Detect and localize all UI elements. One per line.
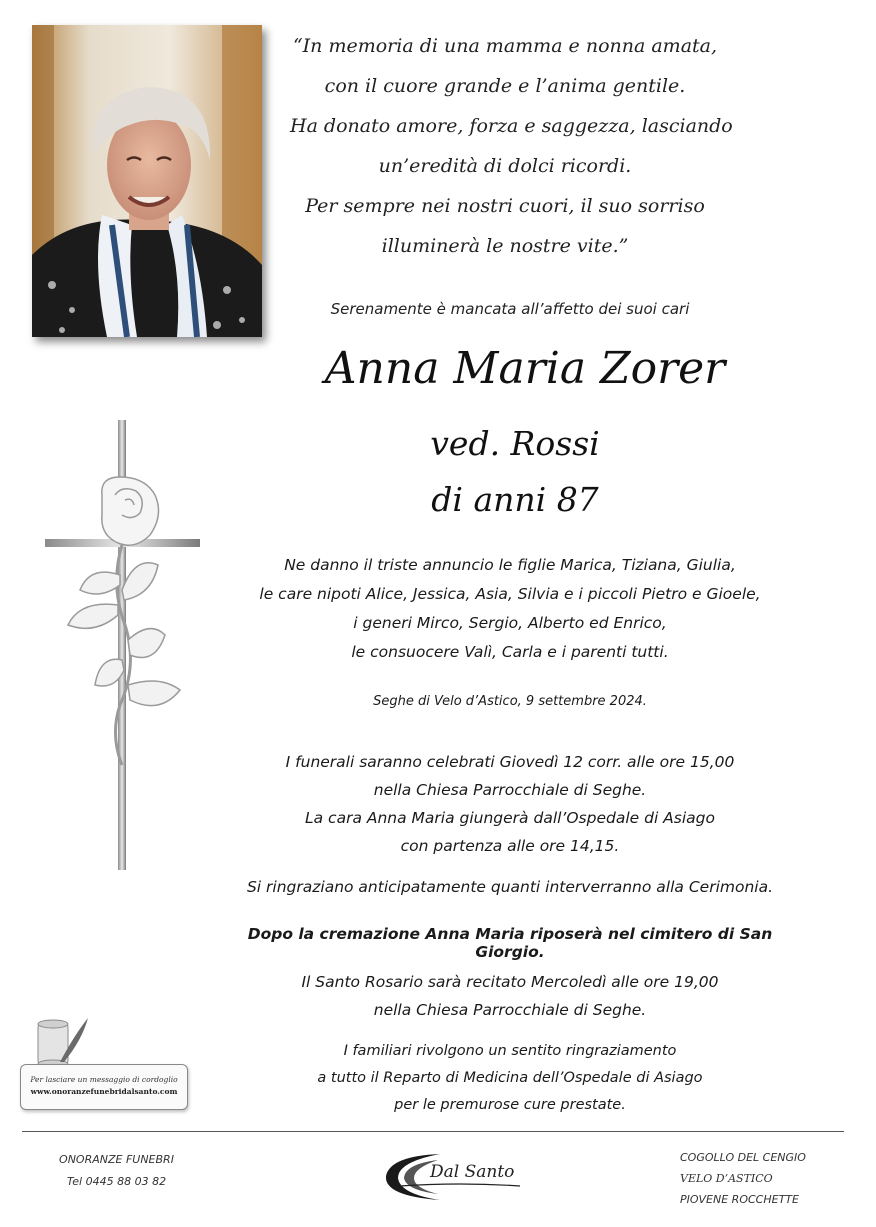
funeral-home-phone: Tel 0445 88 03 82 bbox=[66, 1175, 167, 1188]
cross-rose-icon bbox=[40, 415, 205, 875]
family-line: Ne danno il triste annuncio le figlie Marica, Tiziana, Giulia, bbox=[284, 556, 736, 574]
location-item: PIOVENE ROCCHETTE bbox=[680, 1193, 799, 1206]
memorial-poem bbox=[290, 26, 733, 266]
location-item: VELO D’ASTICO bbox=[680, 1172, 773, 1185]
family-line: i generi Mirco, Sergio, Alberto ed Enrico, bbox=[353, 614, 667, 632]
rosary-line: nella Chiesa Parrocchiale di Seghe. bbox=[373, 1001, 647, 1019]
poem-line: un’eredità di dolci ricordi. bbox=[378, 155, 632, 177]
funeral-line: La cara Anna Maria giungerà dall’Ospedale di Asiago bbox=[304, 809, 715, 827]
deceased-age: di anni 87 bbox=[431, 480, 599, 519]
poem-line: con il cuore grande e l’anima gentile. bbox=[324, 75, 686, 97]
portrait-image bbox=[32, 25, 262, 337]
dal-santo-logo bbox=[380, 1146, 530, 1206]
thanks-text: Si ringraziano anticipatamente quanti interverranno alla Cerimonia. bbox=[246, 878, 774, 896]
intro-text: Serenamente è mancata all’affetto dei suoi cari bbox=[330, 300, 690, 318]
poem-line: “In memoria di una mamma e nonna amata, bbox=[292, 35, 718, 57]
condolence-text: Per lasciare un messaggio di cordoglio bbox=[30, 1075, 178, 1084]
poem-line: Ha donato amore, forza e saggezza, lasciando bbox=[290, 115, 733, 137]
location-item: COGOLLO DEL CENGIO bbox=[680, 1151, 806, 1164]
rosary-line: Il Santo Rosario sarà recitato Mercoledì alle ore 19,00 bbox=[301, 973, 719, 991]
funeral-home-title: ONORANZE FUNEBRI bbox=[59, 1153, 174, 1166]
funeral-details bbox=[235, 748, 785, 860]
condolence-url[interactable]: www.onoranzefunebridalsanto.com bbox=[30, 1087, 178, 1096]
gratitude-line: a tutto il Reparto di Medicina dell’Ospedale di Asiago bbox=[317, 1070, 703, 1086]
portrait-photo bbox=[32, 25, 262, 337]
place-date: Seghe di Velo d’Astico, 9 settembre 2024. bbox=[373, 694, 647, 709]
gratitude-line: I familiari rivolgono un sentito ringraziamento bbox=[343, 1043, 677, 1059]
funeral-line: nella Chiesa Parrocchiale di Seghe. bbox=[373, 781, 647, 799]
widow-of: ved. Rossi bbox=[430, 424, 600, 463]
gratitude-line: per le premurose cure prestate. bbox=[394, 1097, 626, 1113]
funeral-home-info bbox=[44, 1149, 189, 1193]
footer-divider bbox=[22, 1131, 844, 1132]
rosary-details bbox=[235, 968, 785, 1024]
condolence-link[interactable] bbox=[20, 1014, 190, 1110]
gratitude-text bbox=[235, 1038, 785, 1119]
poem-line: illuminerà le nostre vite.” bbox=[381, 235, 629, 257]
poem-line: Per sempre nei nostri cuori, il suo sorriso bbox=[305, 195, 705, 217]
condolence-box[interactable] bbox=[20, 1064, 188, 1110]
funeral-line: con partenza alle ore 14,15. bbox=[400, 837, 620, 855]
logo-text: Dal Santo bbox=[430, 1162, 515, 1182]
cremation-text: Dopo la cremazione Anna Maria riposerà nel cimitero di San Giorgio. bbox=[247, 925, 773, 961]
locations bbox=[680, 1147, 840, 1210]
family-line: le consuocere Valì, Carla e i parenti tutti. bbox=[351, 643, 669, 661]
family-line: le care nipoti Alice, Jessica, Asia, Silvia e i piccoli Pietro e Gioele, bbox=[259, 585, 761, 603]
funeral-line: I funerali saranno celebrati Giovedì 12 corr. alle ore 15,00 bbox=[285, 753, 735, 771]
family-announcement bbox=[235, 551, 785, 667]
deceased-name: Anna Maria Zorer bbox=[324, 343, 726, 394]
